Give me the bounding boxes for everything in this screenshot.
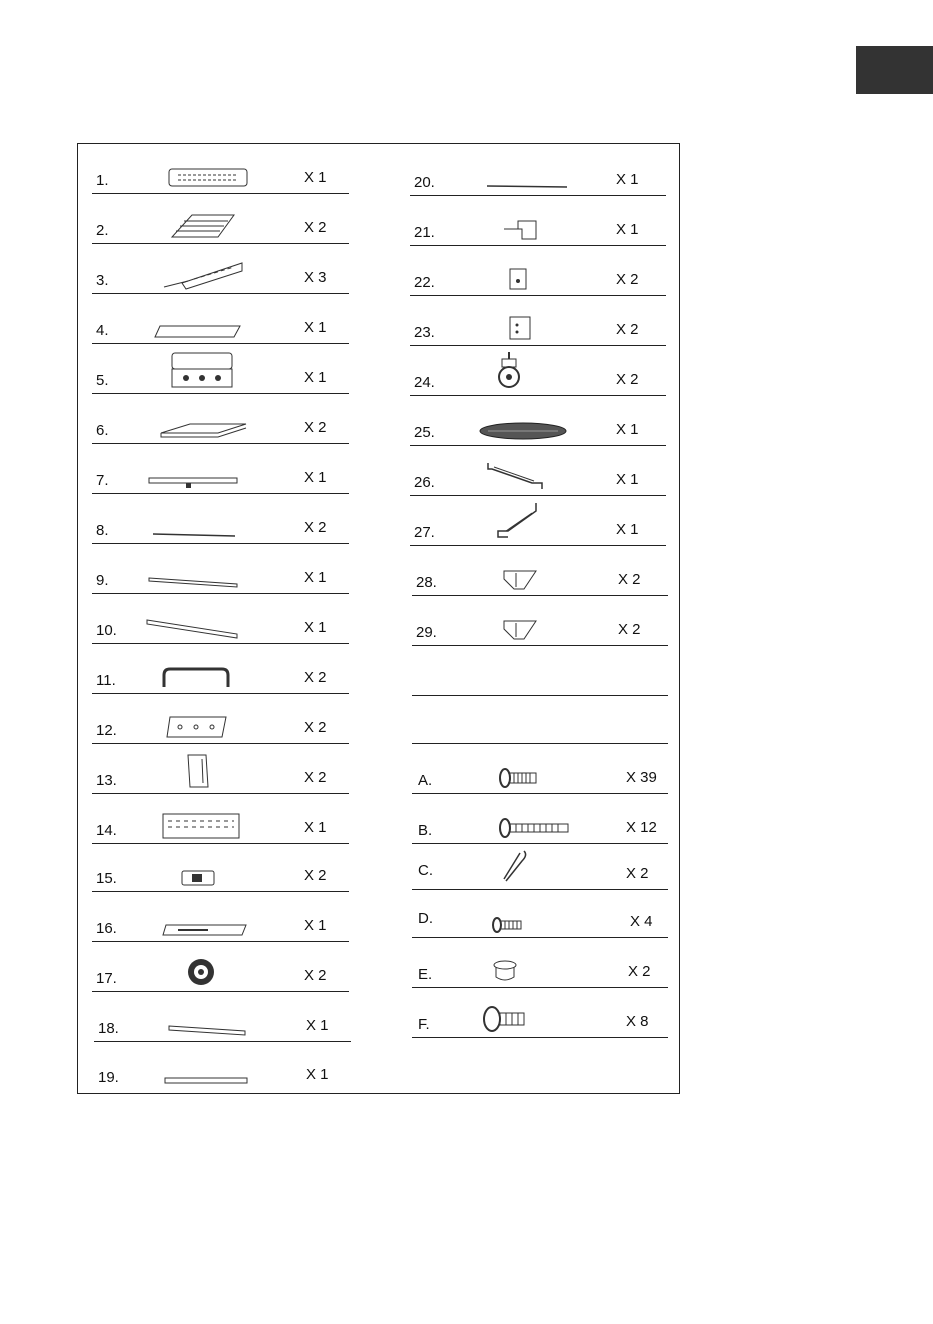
item-quantity: X 1 [616,471,639,488]
item-quantity: X 2 [304,967,327,984]
item-number: E. [418,966,433,983]
item-number: 21. [414,224,435,241]
item-number: 5. [96,372,109,389]
list-item [92,752,349,794]
item-number: 28. [416,574,437,591]
list-item [92,402,349,444]
item-quantity: X 2 [304,719,327,736]
grease-tray-icon [154,325,242,339]
item-quantity: X 1 [304,569,327,586]
item-quantity: X 2 [616,271,639,288]
list-item [92,349,349,394]
list-item [410,304,666,346]
item-quantity: X 2 [304,419,327,436]
item-quantity: X 1 [304,917,327,934]
door-icon [186,753,210,789]
item-quantity: X 1 [616,221,639,238]
section-tab [856,46,933,94]
list-item [412,604,668,646]
item-number: 23. [414,324,435,341]
list-item [412,802,668,844]
crossbar-icon [148,577,238,589]
bar-icon [164,1076,248,1086]
item-number: 26. [414,474,435,491]
grill-head-icon [170,351,234,389]
item-number: 22. [414,274,435,291]
crossbar-icon [146,619,238,639]
empty-row [412,654,668,696]
list-item [92,502,349,544]
bar-icon [168,1025,246,1037]
nut-icon [492,959,518,983]
list-item [94,1048,351,1090]
item-number: 13. [96,772,117,789]
item-quantity: X 1 [304,319,327,336]
cooking-grate-icon [170,213,236,239]
list-item [410,154,666,196]
list-item [92,602,349,644]
list-item [92,302,349,344]
list-item [92,252,349,294]
list-item [92,152,349,194]
list-item [412,896,668,938]
list-item [92,652,349,694]
rod-icon [152,531,236,539]
back-panel-rail-icon [148,475,238,489]
item-quantity: X 2 [618,621,641,638]
side-shelf-icon [160,423,248,439]
item-quantity: X 8 [626,1013,649,1030]
list-item [92,702,349,744]
list-item [412,752,668,794]
item-number: 27. [414,524,435,541]
split-pin-icon [500,849,530,885]
list-item [92,552,349,594]
item-number: 24. [414,374,435,391]
item-quantity: X 2 [616,371,639,388]
list-item [92,452,349,494]
item-number: C. [418,862,433,879]
item-number: 2. [96,222,109,239]
item-quantity: X 2 [626,865,649,882]
list-item [92,202,349,244]
hanger-bracket-icon [486,461,546,491]
item-quantity: X 1 [304,369,327,386]
item-quantity: X 2 [304,519,327,536]
item-quantity: X 2 [304,867,327,884]
item-quantity: X 1 [304,169,327,186]
caster-icon [498,351,520,391]
item-quantity: X 4 [630,913,653,930]
item-quantity: X 12 [626,819,657,836]
warming-rack-icon [168,167,248,189]
item-quantity: X 1 [306,1017,329,1034]
list-item [412,996,668,1038]
corner-bracket-icon [502,619,538,641]
list-item [412,554,668,596]
drip-tray-icon [162,923,248,937]
item-number: 12. [96,722,117,739]
small-screw-icon [492,917,524,933]
thin-rod-icon [486,183,568,191]
item-quantity: X 1 [304,819,327,836]
item-quantity: X 1 [616,521,639,538]
list-item [410,404,666,446]
item-quantity: X 1 [304,619,327,636]
bracket-icon [502,219,538,241]
list-item [92,950,349,992]
item-quantity: X 39 [626,769,657,786]
list-item [412,946,668,988]
item-number: 8. [96,522,109,539]
corner-bracket-icon [502,569,538,591]
item-number: 19. [98,1069,119,1086]
item-number: 29. [416,624,437,641]
shoulder-bolt-icon [482,1005,526,1033]
item-number: 17. [96,970,117,987]
bottom-shelf-icon [166,715,228,739]
item-number: 25. [414,424,435,441]
wheel-icon [186,957,216,987]
list-item [410,504,666,546]
heat-tent-icon [162,257,244,289]
item-quantity: X 1 [304,469,327,486]
plate-bracket-icon [508,315,532,341]
item-number: B. [418,822,433,839]
item-number: 6. [96,422,109,439]
item-number: 20. [414,174,435,191]
parts-list-frame [77,143,680,1094]
list-item [92,852,349,892]
item-number: 14. [96,822,117,839]
angled-bracket-icon [494,501,540,541]
list-item [410,352,666,396]
magnet-catch-icon [178,869,218,887]
round-grate-icon [478,421,568,441]
item-number: 9. [96,572,109,589]
list-item [410,254,666,296]
item-number: 10. [96,622,117,639]
item-number: D. [418,910,433,927]
plate-bracket-icon [508,267,528,291]
item-number: 16. [96,920,117,937]
short-screw-icon [498,767,538,789]
item-number: 7. [96,472,109,489]
item-number: 15. [96,870,117,887]
item-number: A. [418,772,433,789]
list-item [410,454,666,496]
item-number: 11. [96,672,116,689]
item-number: F. [418,1016,430,1033]
item-quantity: X 3 [304,269,327,286]
item-quantity: X 2 [304,219,327,236]
list-item [92,802,349,844]
item-quantity: X 2 [618,571,641,588]
empty-row [412,702,668,744]
item-quantity: X 2 [628,963,651,980]
item-quantity: X 2 [304,769,327,786]
list-item [92,900,349,942]
item-quantity: X 2 [304,669,327,686]
long-screw-icon [498,817,570,839]
item-quantity: X 1 [306,1066,329,1083]
item-quantity: X 1 [616,421,639,438]
item-number: 3. [96,272,109,289]
handle-icon [158,667,234,689]
list-item [94,1000,351,1042]
list-item [410,204,666,246]
item-number: 4. [96,322,109,339]
list-item [412,848,668,890]
front-panel-icon [162,813,240,839]
item-number: 1. [96,172,109,189]
item-number: 18. [98,1020,119,1037]
item-quantity: X 2 [616,321,639,338]
item-quantity: X 1 [616,171,639,188]
